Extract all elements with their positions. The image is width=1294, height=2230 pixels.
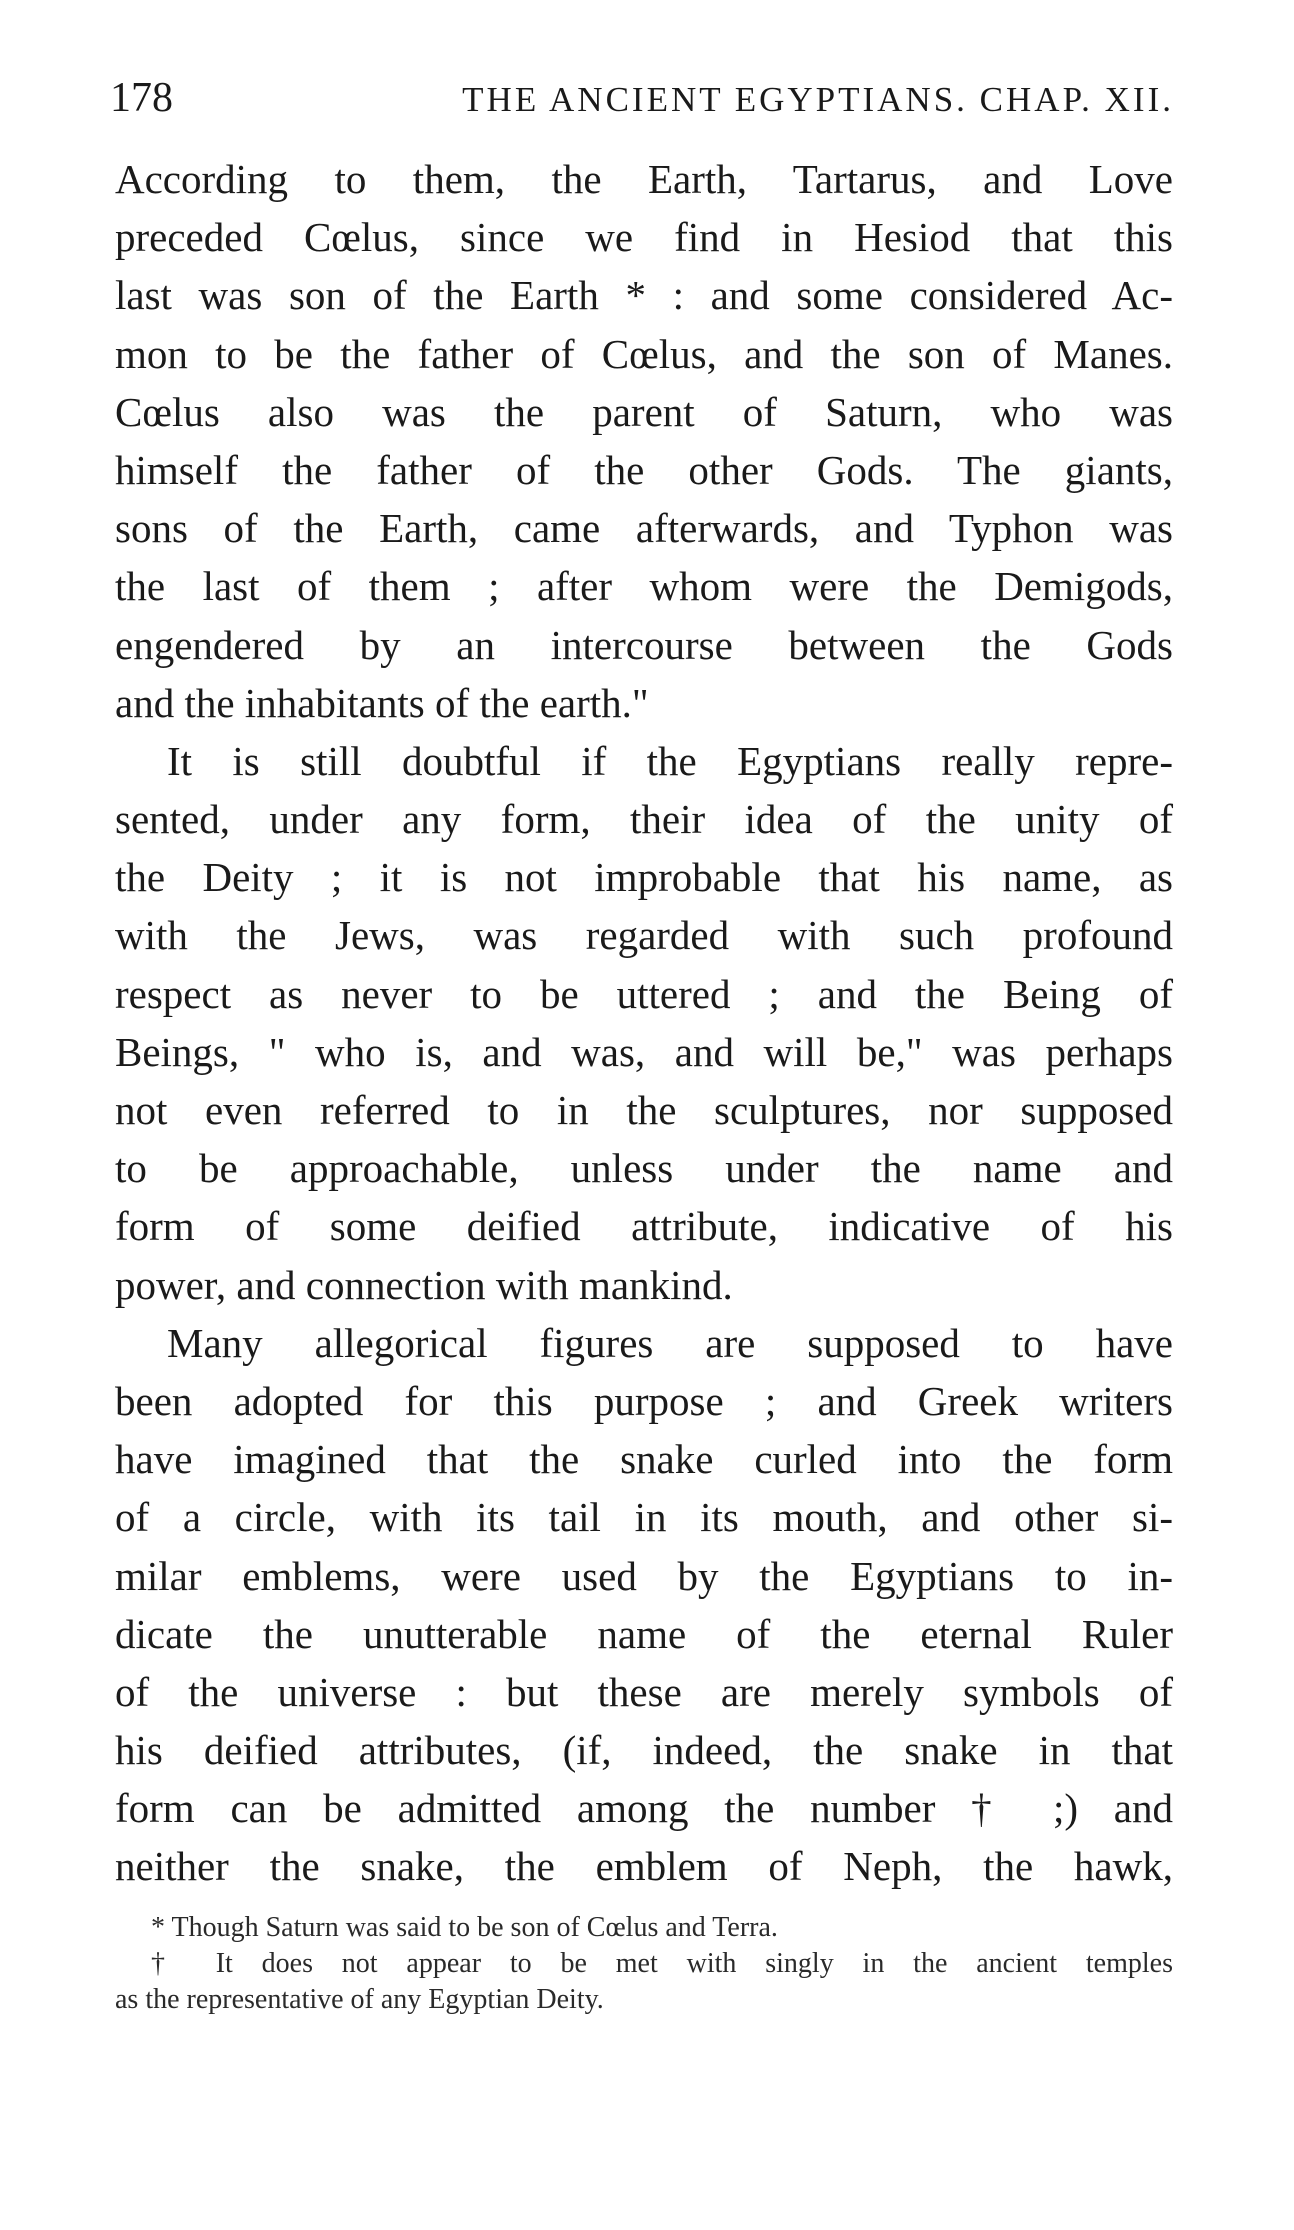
text-line: form of some deified attribute, indicative of his: [115, 1203, 1173, 1250]
text-line: power, and connection with mankind.: [115, 1261, 733, 1308]
text-line: and the inhabitants of the earth.": [115, 679, 649, 726]
footnote-saturn: * Though Saturn was said to be son of Cœlus and Terra.: [151, 1912, 778, 1943]
text-line: not even referred to in the sculptures, nor supposed: [115, 1087, 1173, 1133]
page-number: 178: [110, 75, 173, 121]
text-line: dicate the unutterable name of the eternal Ruler: [115, 1610, 1173, 1657]
text-line: himself the father of the other Gods. The giants,: [115, 446, 1173, 493]
running-title: THE ANCIENT EGYPTIANS. CHAP. XII.: [462, 80, 1174, 119]
text-line: to be approachable, unless under the name and: [115, 1145, 1173, 1192]
page-header: [110, 74, 1174, 124]
text-line: his deified attributes, (if, indeed, the snake in that: [115, 1727, 1173, 1774]
text-line: preceded Cœlus, since we find in Hesiod that this: [115, 214, 1173, 261]
text-line: Many allegorical figures are supposed to have: [167, 1319, 1173, 1366]
text-line: mon to be the father of Cœlus, and the son of Manes.: [115, 330, 1173, 377]
text-line: neither the snake, the emblem of Neph, the hawk,: [115, 1843, 1173, 1890]
footnote-snake-continued: as the representative of any Egyptian Deity.: [115, 1984, 604, 2015]
text-line: last was son of the Earth * : and some considered Ac-: [115, 272, 1173, 319]
text-line: have imagined that the snake curled into the form: [115, 1436, 1173, 1483]
text-line: form can be admitted among the number † ;) and: [115, 1785, 1173, 1832]
text-line: respect as never to be uttered ; and the Being of: [115, 970, 1173, 1017]
text-line: engendered by an intercourse between the Gods: [115, 621, 1173, 668]
text-line: sented, under any form, their idea of the unity of: [115, 796, 1173, 843]
text-line: of a circle, with its tail in its mouth, and other si-: [115, 1494, 1173, 1541]
text-line: Cœlus also was the parent of Saturn, who was: [115, 388, 1173, 435]
text-line: Beings, " who is, and was, and will be," was perhaps: [115, 1028, 1173, 1075]
text-line: of the universe : but these are merely symbols of: [115, 1668, 1173, 1715]
text-line: sons of the Earth, came afterwards, and Typhon was: [115, 505, 1173, 552]
text-line: the last of them ; after whom were the Demigods,: [115, 563, 1173, 610]
footnote-snake: † It does not appear to be met with singly in the ancient temples: [151, 1948, 1173, 1979]
text-line: with the Jews, was regarded with such profound: [115, 912, 1173, 959]
text-line: the Deity ; it is not improbable that his name, as: [115, 854, 1173, 901]
text-line: It is still doubtful if the Egyptians really repre-: [167, 737, 1173, 784]
body-text: [115, 150, 1173, 1896]
text-line: milar emblems, were used by the Egyptians to in-: [115, 1552, 1173, 1599]
text-line: According to them, the Earth, Tartarus, and Love: [115, 156, 1173, 202]
text-line: been adopted for this purpose ; and Greek writers: [115, 1377, 1173, 1424]
footnotes: [115, 1910, 1173, 2018]
